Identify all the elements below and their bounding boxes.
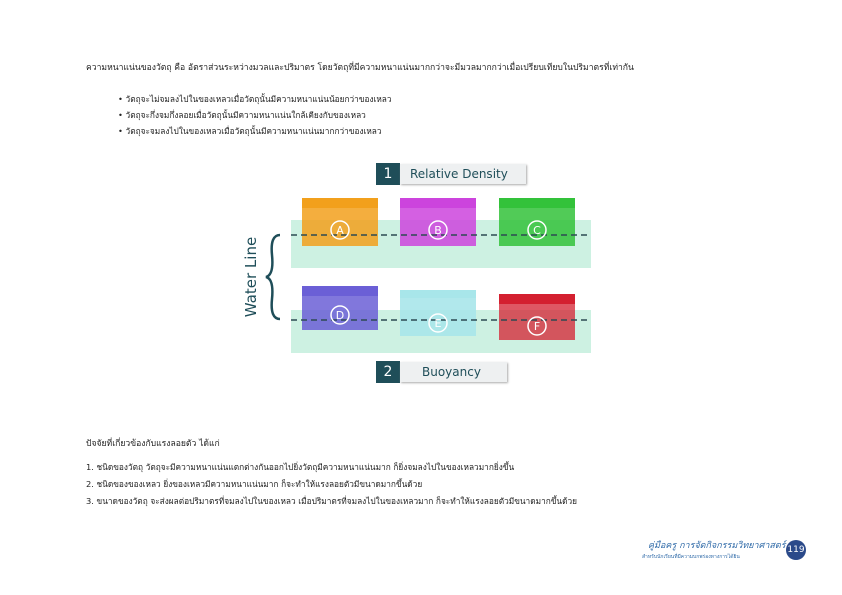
factor-item: 2. ชนิดของของเหลว ยิ่งของเหลวมีความหนาแน่นมาก ก็จะทำให้แรงลอยตัวมีขนาดมากขึ้นด้วย: [86, 479, 423, 489]
block-letter: D: [335, 309, 345, 322]
page-number: 119: [786, 540, 806, 560]
density-bullet-list: [118, 91, 392, 139]
block-letter: A: [336, 224, 344, 237]
bullet-item: • วัตถุจะกึ่งจมกึ่งลอยเมื่อวัตถุนั้นมีความหนาแน่นใกล้เคียงกับของเหลว: [118, 107, 392, 123]
factor-item: 1. ชนิดของวัตถุ วัตถุจะมีความหนาแน่นแตกต่างกันออกไปยิ่งวัตถุมีความหนาแน่นมาก ก็ยิ่งจมลงไปในของเหลวมากยิ่งขึ้น: [86, 462, 515, 472]
badge-number: 2: [376, 361, 400, 383]
badge-label: Buoyancy: [400, 362, 507, 382]
bullet-item: • วัตถุจะจมลงไปในของเหลวเมื่อวัตถุนั้นมีความหนาแน่นมากกว่าของเหลว: [118, 123, 392, 139]
density-buoyancy-figure: [236, 160, 596, 390]
bullet-item: • วัตถุจะไม่จมลงไปในของเหลวเมื่อวัตถุนั้นมีความหนาแน่นน้อยกว่าของเหลว: [118, 91, 392, 107]
block-letter: B: [434, 224, 442, 237]
footer-subtitle: สำหรับนักเรียนที่มีความบกพร่องทางการได้ยิน: [642, 554, 740, 560]
badge-number: 1: [376, 163, 400, 185]
buoyancy-badge: [376, 361, 507, 383]
water-line-brace: [266, 235, 280, 319]
footer-brand: คู่มือครู การจัดกิจกรรมวิทยาศาสตร์: [648, 541, 786, 551]
water-diagram: [236, 160, 596, 390]
block-letter: E: [434, 317, 442, 330]
badge-label: Relative Density: [400, 164, 526, 184]
block-letter: C: [533, 224, 541, 237]
factors-heading: ปัจจัยที่เกี่ยวข้องกับแรงลอยตัว ได้แก่: [86, 439, 220, 449]
block-letter: F: [533, 320, 541, 333]
water-line-label: Water Line: [242, 236, 260, 318]
factors-list: [86, 459, 577, 510]
factor-item: 3. ขนาดของวัตถุ จะส่งผลต่อปริมาตรที่จมลงไปในของเหลว เมื่อปริมาตรที่จมลงไปในของเหลวมาก ก็จะทำให้แรงลอยตัวมีขนาดมากขึ้นด้วย: [86, 496, 577, 506]
intro-paragraph: ความหนาแน่นของวัตถุ คือ อัตราส่วนระหว่างมวลและปริมาตร โดยวัตถุที่มีความหนาแน่นมากกว่าจะมีมวลมากกว่าเมื่อเปรียบเทียบในปริมาตรที่เท่ากัน: [86, 63, 634, 73]
